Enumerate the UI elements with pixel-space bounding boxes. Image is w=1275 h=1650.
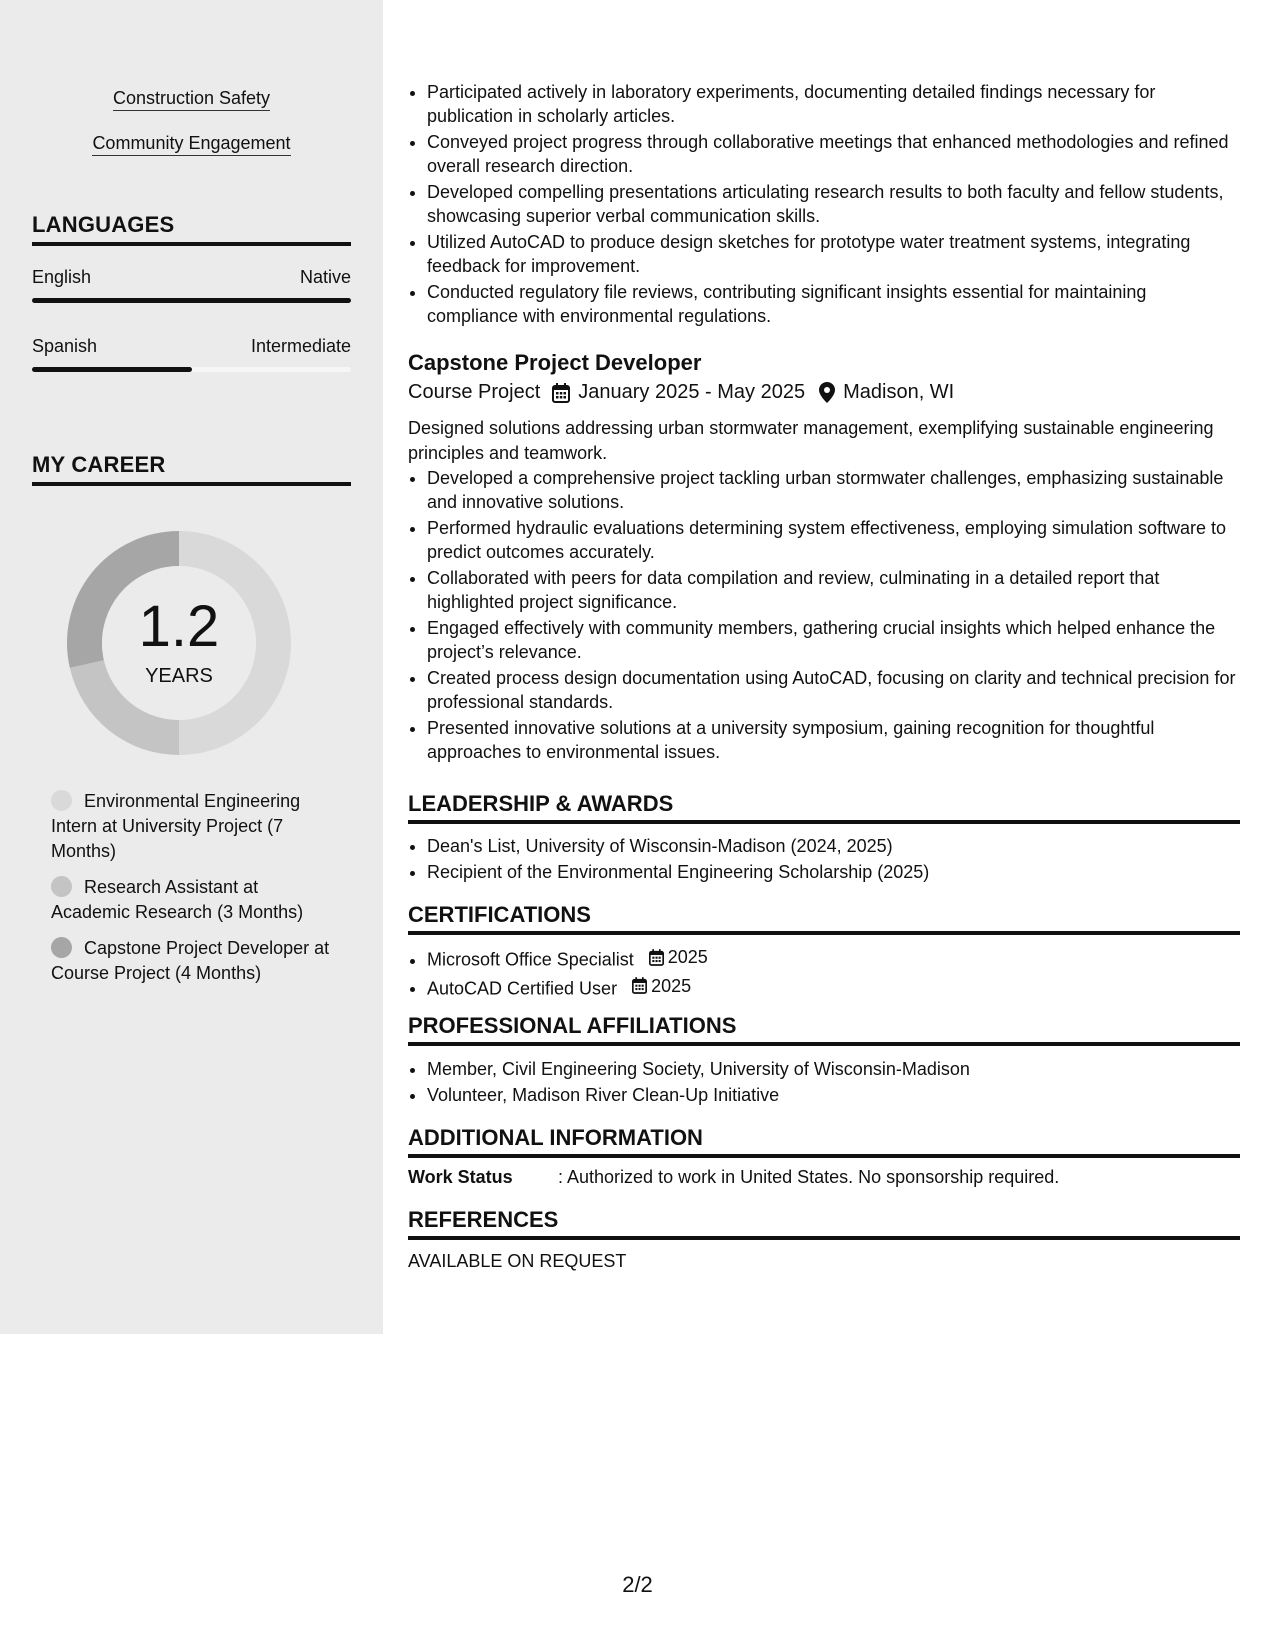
list-item: • Recipient of the Environmental Engineering Scholarship (2025) — [427, 860, 1240, 884]
list-item: • Member, Civil Engineering Society, University of Wisconsin-Madison — [427, 1057, 1240, 1081]
skill-item: Community Engagement — [0, 133, 383, 154]
language-row — [32, 336, 351, 357]
job-title: Capstone Project Developer — [408, 350, 702, 375]
page-number: 2/2 — [622, 1572, 653, 1597]
work-status-value: : Authorized to work in United States. No sponsorship required. — [558, 1167, 1060, 1187]
legend-dot — [51, 790, 72, 811]
work-status-label: Work Status — [408, 1167, 513, 1187]
language-row — [32, 267, 351, 288]
career-legend-item: Research Assistant at Academic Research (3 Months) — [51, 877, 304, 922]
list-item: • Engaged effectively with community members, gathering crucial insights which helped enhance the project’s relevance. — [427, 616, 1240, 664]
list-item: • Conveyed project progress through collaborative meetings that enhanced methodologies and refined overall research direction. — [427, 130, 1240, 178]
list-item: • Participated actively in laboratory experiments, documenting detailed findings necessary for publication in scholarly articles. — [427, 80, 1240, 128]
career-legend-item: Environmental Engineering Intern at University Project (7 Months) — [51, 791, 301, 861]
affiliations-heading: PROFESSIONAL AFFILIATIONS — [408, 1013, 1240, 1046]
career-legend-item: Capstone Project Developer at Course Project (4 Months) — [51, 938, 330, 983]
language-proficiency-fill — [32, 367, 192, 372]
list-item: • Created process design documentation using AutoCAD, focusing on clarity and technical precision for professional standards. — [427, 666, 1240, 714]
job-meta — [408, 381, 954, 404]
list-item: • Dean's List, University of Wisconsin-Madison (2024, 2025) — [427, 834, 1240, 858]
references-heading: REFERENCES — [408, 1207, 1240, 1240]
list-item: • Developed compelling presentations articulating research results to both faculty and fellow students, showcasing superior verbal communication skills. — [427, 180, 1240, 228]
legend-dot — [51, 876, 72, 897]
job-company: Course Project — [408, 381, 541, 403]
list-item: • Utilized AutoCAD to produce design sketches for prototype water treatment systems, integrating feedback for improvement. — [427, 230, 1240, 278]
languages-heading: LANGUAGES — [32, 212, 351, 246]
list-item: • Performed hydraulic evaluations determining system effectiveness, employing simulation software to predict outcomes accurately. — [427, 516, 1240, 564]
job-bullets — [408, 466, 1240, 766]
affiliations-list — [408, 1057, 1240, 1109]
skill-item: Construction Safety — [0, 88, 383, 109]
legend-dot — [51, 937, 72, 958]
list-item: • Conducted regulatory file reviews, contributing significant insights essential for maintaining compliance with environmental regulations. — [427, 280, 1240, 328]
language-level: Native — [299, 267, 351, 287]
calendar-icon — [632, 977, 647, 994]
job-location: Madison, WI — [843, 381, 955, 403]
language-level: Intermediate — [250, 336, 351, 356]
list-item: • Developed a comprehensive project tackling urban stormwater challenges, emphasizing sustainable and innovative solutions. — [427, 466, 1240, 514]
work-status-row — [408, 1167, 1059, 1188]
career-heading: MY CAREER — [32, 452, 351, 486]
language-proficiency-bar — [32, 298, 351, 303]
leadership-list — [408, 834, 1240, 886]
language-name: English — [32, 267, 92, 287]
job-summary: Designed solutions addressing urban stormwater management, exemplifying sustainable engineering principles and teamwork. — [408, 418, 1214, 463]
list-item: • Volunteer, Madison River Clean-Up Initiative — [427, 1083, 1240, 1107]
leadership-heading: LEADERSHIP & AWARDS — [408, 791, 1240, 824]
calendar-icon — [649, 949, 664, 966]
additional-info-heading: ADDITIONAL INFORMATION — [408, 1125, 1240, 1158]
location-pin-icon — [819, 382, 835, 403]
career-total-years: 1.2 — [138, 594, 220, 659]
previous-job-bullets — [408, 80, 1240, 330]
list-item: • Collaborated with peers for data compilation and review, culminating in a detailed report that highlighted project significance. — [427, 566, 1240, 614]
career-total-unit: YEARS — [145, 665, 213, 687]
language-name: Spanish — [32, 336, 98, 356]
certifications-list — [408, 945, 1240, 1002]
calendar-icon — [552, 383, 570, 403]
certification-item: • AutoCAD Certified User 2025 — [427, 974, 1240, 1001]
language-proficiency-fill — [32, 298, 351, 303]
certifications-heading: CERTIFICATIONS — [408, 902, 1240, 935]
certification-item: • Microsoft Office Specialist 2025 — [427, 945, 1240, 972]
job-dates: January 2025 - May 2025 — [578, 381, 806, 403]
references-text: AVAILABLE ON REQUEST — [408, 1251, 627, 1271]
language-proficiency-bar — [32, 367, 351, 372]
list-item: • Presented innovative solutions at a university symposium, gaining recognition for thoughtful approaches to environmental issues. — [427, 716, 1240, 764]
